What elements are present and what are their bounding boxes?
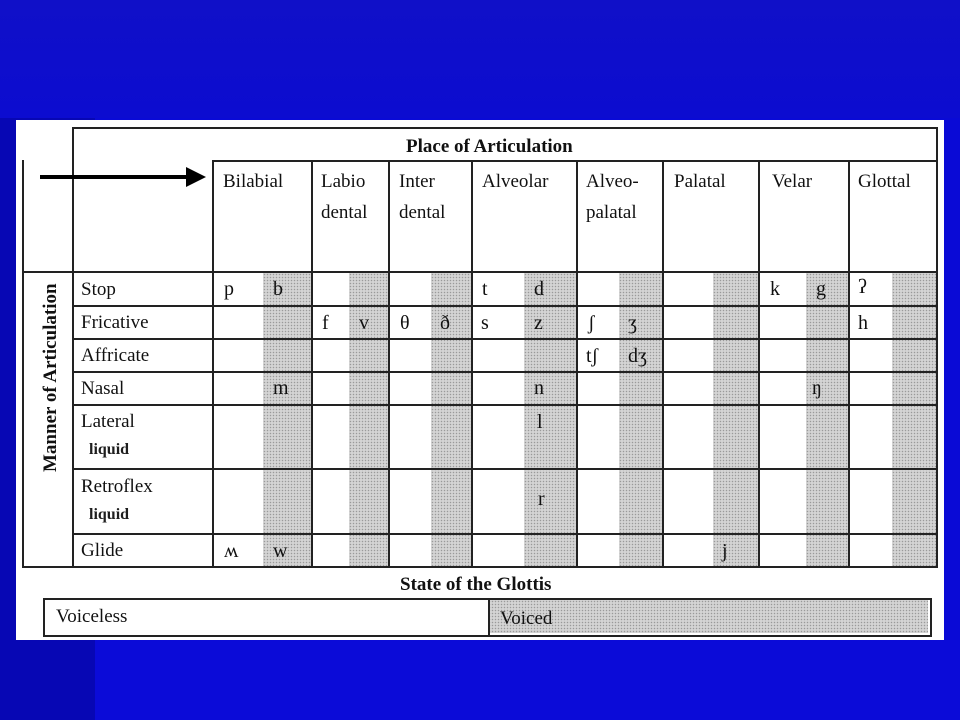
grid-line-col [576, 160, 578, 568]
row-label-stop: Stop [81, 279, 116, 300]
row-label-glide: Glide [81, 540, 124, 561]
grid-line-manner [72, 127, 74, 568]
grid-line-row [74, 533, 938, 535]
voiced-shade-velar [806, 273, 848, 567]
grid-line-row [74, 305, 938, 307]
symbol-s: s [481, 312, 489, 334]
grid-line-col [662, 160, 664, 568]
grid-line-col [471, 160, 473, 568]
symbol-v: v [359, 312, 369, 334]
col-header-velar: Velar [772, 171, 813, 192]
place-title: Place of Articulation [406, 136, 573, 157]
col-header-alveolar: Alveolar [482, 171, 549, 192]
grid-line-col [311, 160, 313, 568]
symbol-z: z [534, 312, 543, 334]
row-sublabel-retroflex: liquid [89, 506, 130, 523]
symbol-eng: ŋ [812, 377, 822, 399]
row-label-retroflex: Retroflex [81, 476, 153, 497]
symbol-t: t [482, 278, 488, 300]
legend-divider [488, 600, 490, 635]
arrow-head-icon [186, 167, 206, 187]
col-header-labiodental: Labio dental [321, 171, 368, 223]
symbol-ezh: ʒ [628, 312, 637, 334]
symbol-eth: ð [440, 312, 450, 334]
grid-line-right [936, 127, 938, 568]
grid-line-left [22, 160, 24, 568]
col-header-glottal: Glottal [858, 171, 911, 192]
symbol-glottal-stop: ʔ [858, 276, 867, 298]
grid-line-row [74, 371, 938, 373]
symbol-f: f [322, 312, 329, 334]
symbol-tesh: tʃ [586, 345, 599, 367]
articulation-chart-image [16, 120, 944, 640]
symbol-b: b [273, 278, 283, 300]
legend-voiced: Voiced [500, 608, 553, 629]
arrow-shaft [40, 175, 190, 179]
symbol-dezh: dʒ [628, 345, 647, 367]
symbol-j: j [722, 540, 728, 562]
symbol-m: m [273, 377, 289, 399]
symbol-esh: ʃ [588, 312, 595, 334]
symbol-w: w [273, 540, 288, 562]
voiced-shade-palatal [713, 273, 758, 567]
symbol-d: d [534, 278, 544, 300]
grid-line-col [388, 160, 390, 568]
background-bottom-band [95, 640, 960, 720]
row-label-affricate: Affricate [81, 345, 150, 366]
legend-voiceless: Voiceless [56, 606, 128, 627]
col-header-palatal: Palatal [674, 171, 726, 192]
glottis-title: State of the Glottis [400, 574, 552, 595]
grid-line-top [72, 127, 938, 129]
grid-line-col [758, 160, 760, 568]
grid-line-row [74, 338, 938, 340]
grid-line-bottom [22, 566, 938, 568]
symbol-r: r [538, 488, 545, 510]
voiced-shade-interdental [431, 273, 471, 567]
col-header-bilabial: Bilabial [223, 171, 284, 192]
voiced-shade-glottal [892, 273, 936, 567]
row-label-nasal: Nasal [81, 378, 125, 399]
grid-line-header-bottom [22, 271, 938, 273]
row-label-lateral: Lateral [81, 411, 135, 432]
grid-line-row [74, 468, 938, 470]
voiced-shade-alveopalatal [619, 273, 662, 567]
voiced-shade-alveolar [524, 273, 576, 567]
grid-line-col [848, 160, 850, 568]
symbol-p: p [224, 278, 234, 300]
symbol-g: g [816, 278, 826, 300]
symbol-h: h [858, 312, 868, 334]
voiced-shade-bilabial [263, 273, 311, 567]
symbol-theta: θ [400, 312, 410, 334]
grid-line-row [74, 404, 938, 406]
row-label-fricative: Fricative [81, 312, 149, 333]
symbol-k: k [770, 278, 780, 300]
col-header-alveopalatal: Alveo- palatal [586, 171, 639, 223]
symbol-l: l [537, 411, 543, 433]
symbol-wh: ʍ [224, 540, 239, 562]
symbol-n: n [534, 377, 544, 399]
row-sublabel-lateral: liquid [89, 441, 130, 458]
col-header-interdental: Inter dental [399, 171, 446, 223]
manner-title: Manner of Articulation [40, 283, 61, 472]
background-top-band [0, 0, 960, 118]
grid-line-place-header [212, 160, 938, 162]
grid-line-col [212, 160, 214, 568]
